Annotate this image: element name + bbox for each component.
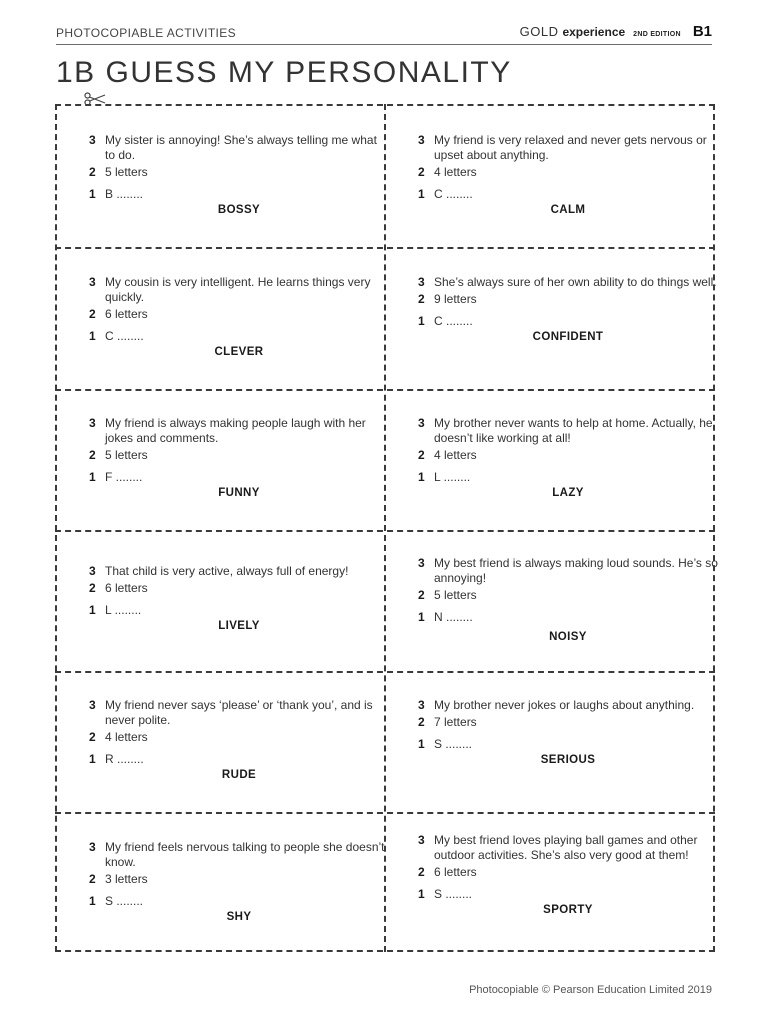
card-confident <box>418 275 718 343</box>
clue-first-letter: S ........ <box>105 894 144 908</box>
clue-number: 2 <box>89 448 96 462</box>
clue-letter-count: 6 letters <box>105 307 148 321</box>
clue-number: 2 <box>89 307 96 321</box>
cut-line-horizontal <box>55 247 715 249</box>
answer-word: SHY <box>226 911 252 923</box>
clue-sentence: My brother never jokes or laughs about anything. <box>434 698 695 712</box>
clue-first-letter: C ........ <box>434 187 473 201</box>
answer-word: SPORTY <box>543 904 593 916</box>
clue-first-letter: L ........ <box>105 603 142 617</box>
clue-number: 3 <box>89 275 96 289</box>
answer-word: NOISY <box>549 631 587 643</box>
clue-number: 1 <box>89 752 96 766</box>
answer-word: LAZY <box>552 487 584 499</box>
clue-number: 1 <box>418 314 425 328</box>
clue-number: 1 <box>89 603 96 617</box>
brand-edition: 2ND EDITION <box>633 31 681 38</box>
answer-word: BOSSY <box>217 204 261 216</box>
clue-number: 2 <box>418 448 425 462</box>
card-bossy <box>89 133 389 216</box>
cut-line-horizontal <box>55 812 715 814</box>
clue-first-letter: C ........ <box>105 329 144 343</box>
clue-first-letter: L ........ <box>434 470 471 484</box>
brand-level: B1 <box>692 23 712 40</box>
answer-word: RUDE <box>221 769 257 781</box>
clue-letter-count: 3 letters <box>105 872 148 886</box>
clue-number: 3 <box>89 840 96 854</box>
clue-number: 2 <box>89 165 96 179</box>
brand-experience: experience <box>562 25 626 39</box>
clue-letter-count: 4 letters <box>434 165 477 179</box>
card-funny <box>89 416 389 499</box>
clue-letter-count: 5 letters <box>105 165 148 179</box>
clue-number: 2 <box>89 872 96 886</box>
clue-first-letter: C ........ <box>434 314 473 328</box>
answer-word: CONFIDENT <box>532 331 604 343</box>
clue-sentence: My friend never says ‘please’ or ‘thank you’, and is never polite. <box>105 698 373 727</box>
clue-letter-count: 5 letters <box>105 448 148 462</box>
clue-number: 1 <box>89 894 96 908</box>
clue-sentence: My brother never wants to help at home. Actually, he doesn’t like working at all! <box>434 416 713 445</box>
clue-number: 1 <box>418 187 425 201</box>
clue-first-letter: F ........ <box>105 470 143 484</box>
copyright-footer: Photocopiable © Pearson Education Limited 2019 <box>469 984 712 996</box>
answer-word: CALM <box>550 204 586 216</box>
clue-number: 1 <box>89 470 96 484</box>
card-lively <box>89 564 389 632</box>
clue-letter-count: 5 letters <box>434 588 477 602</box>
clue-first-letter: R ........ <box>105 752 144 766</box>
cut-line-horizontal <box>55 389 715 391</box>
clue-number: 2 <box>418 165 425 179</box>
card-noisy <box>418 556 718 643</box>
card-calm <box>418 133 718 216</box>
clue-number: 2 <box>418 588 425 602</box>
header-section-label: PHOTOCOPIABLE ACTIVITIES <box>56 26 237 40</box>
clue-number: 3 <box>89 133 96 147</box>
clue-number: 2 <box>89 581 96 595</box>
clue-number: 2 <box>418 715 425 729</box>
page-header <box>56 22 712 45</box>
clue-letter-count: 6 letters <box>434 865 477 879</box>
clue-letter-count: 9 letters <box>434 292 477 306</box>
clue-first-letter: S ........ <box>434 737 473 751</box>
clue-sentence: My best friend loves playing ball games and other outdoor activities. She’s also very good at them! <box>434 833 698 862</box>
clue-first-letter: N ........ <box>434 610 473 624</box>
clue-number: 3 <box>89 416 96 430</box>
clue-number: 1 <box>418 610 425 624</box>
clue-number: 1 <box>418 737 425 751</box>
clue-number: 3 <box>418 416 425 430</box>
clue-sentence: That child is very active, always full of energy! <box>105 564 349 578</box>
clue-letter-count: 4 letters <box>434 448 477 462</box>
clue-number: 1 <box>418 470 425 484</box>
clue-letter-count: 7 letters <box>434 715 477 729</box>
clue-sentence: My cousin is very intelligent. He learns things very quickly. <box>105 275 371 304</box>
cut-line-vertical <box>384 104 386 952</box>
clue-first-letter: B ........ <box>105 187 144 201</box>
answer-word: SERIOUS <box>540 754 596 766</box>
card-lazy <box>418 416 718 499</box>
answer-word: FUNNY <box>218 487 260 499</box>
clue-letter-count: 4 letters <box>105 730 148 744</box>
clue-sentence: My friend feels nervous talking to people she doesn’t know. <box>105 840 385 869</box>
card-serious <box>418 698 718 766</box>
clue-number: 1 <box>89 187 96 201</box>
brand-gold: GOLD <box>519 24 559 39</box>
clue-number: 2 <box>418 292 425 306</box>
page-title: 1B GUESS MY PERSONALITY <box>56 56 512 89</box>
card-clever <box>89 275 389 358</box>
card-rude <box>89 698 389 781</box>
clue-number: 3 <box>418 133 425 147</box>
cut-line-horizontal <box>55 530 715 532</box>
clue-sentence: My friend is always making people laugh with her jokes and comments. <box>105 416 366 445</box>
brand-logo <box>520 23 712 40</box>
clue-number: 1 <box>418 887 425 901</box>
clue-sentence: My friend is very relaxed and never gets nervous or upset about anything. <box>434 133 707 162</box>
clue-number: 1 <box>89 329 96 343</box>
clue-sentence: She’s always sure of her own ability to do things well. <box>434 275 717 289</box>
clue-first-letter: S ........ <box>434 887 473 901</box>
card-shy <box>89 840 389 923</box>
clue-number: 3 <box>89 564 96 578</box>
clue-letter-count: 6 letters <box>105 581 148 595</box>
clue-sentence: My sister is annoying! She’s always telling me what to do. <box>105 133 377 162</box>
clue-number: 3 <box>418 556 425 570</box>
answer-word: LIVELY <box>218 620 260 632</box>
card-sporty <box>418 833 718 916</box>
answer-word: CLEVER <box>214 346 264 358</box>
clue-number: 3 <box>418 833 425 847</box>
clue-number: 2 <box>89 730 96 744</box>
clue-number: 3 <box>418 275 425 289</box>
clue-sentence: My best friend is always making loud sounds. He’s so annoying! <box>434 556 718 585</box>
clue-number: 2 <box>418 865 425 879</box>
cut-line-horizontal <box>55 671 715 673</box>
clue-number: 3 <box>89 698 96 712</box>
clue-number: 3 <box>418 698 425 712</box>
